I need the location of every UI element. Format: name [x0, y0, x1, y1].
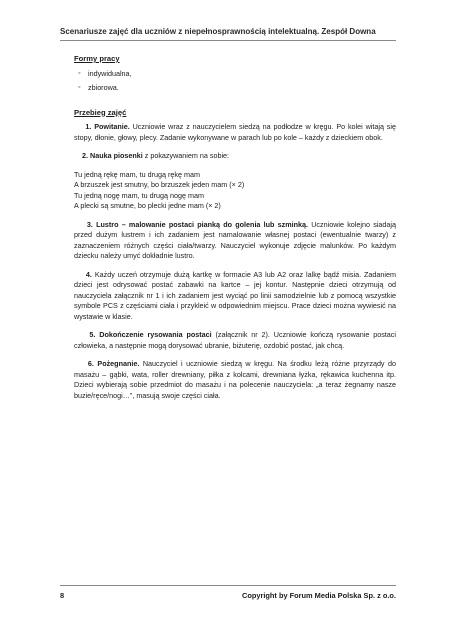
running-header: Scenariusze zajęć dla uczniów z niepełnosprawnością intelektualną. Zespół Downa [60, 27, 376, 36]
step-4 [74, 270, 396, 323]
song-lyrics [74, 170, 396, 212]
copyright-notice: Copyright by Forum Media Polska Sp. z o.o. [242, 591, 396, 600]
step-title: Pożegnanie. [97, 359, 140, 368]
header-divider [60, 40, 396, 41]
footer-divider [60, 585, 396, 586]
lyric-line: A brzuszek jest smutny, bo brzuszek jeden mam (× 2) [74, 180, 245, 189]
lyric-line: A plecki są smutne, bo plecki jedne mam (× 2) [74, 201, 221, 210]
step-text: z pokazywaniem na sobie: [142, 151, 230, 160]
step-text: Nauczyciel i uczniowie siedzą w kręgu. Na środku leżą różne przyrządy do masażu – gąbki, wata, roller drewniany, piłka z kolcami, drewniana łyżka, rękawica kuchenna itp. Dzieci wybierają sobie przedmiot do masażu i na polecenie nauczyciela: „a teraz żegnamy nasze buzie/ręce/nogi…”, masują swoje części ciała. [74, 359, 397, 400]
page-content [74, 54, 396, 409]
step-title: Nauka piosenki [90, 151, 143, 160]
lyric-line: Tu jedną rękę mam, tu drugą rękę mam [74, 169, 200, 179]
step-title: Lustro – malowanie postaci pianką do golenia lub szminką. [96, 219, 309, 229]
step-text: (załącznik nr 2). Uczniowie kończą rysowanie postaci człowieka, a następnie mogą dorysować ubranie, biżuterię, ozdobić postać, jak chcą. [74, 330, 396, 350]
step-1 [74, 122, 396, 143]
step-6 [74, 359, 396, 401]
step-2 [74, 151, 396, 162]
bullet-icon: ◦ [78, 84, 81, 91]
step-number: 6. [87, 359, 94, 368]
step-number: 3. [86, 219, 93, 229]
step-3 [74, 220, 396, 262]
step-text: Uczniowie kolejno siadają przed dużym lustrem i ich zadaniem jest namalowanie własnej postaci (ewentualnie twarzy) z zaznaczeniem różnych części ciała/twarzy. Nauczyciel wykonuje zdjęcie malunków. Po każdym dziecku należy umyć dokładnie lustro. [74, 219, 396, 260]
step-text: Uczniowie wraz z nauczycielem siedzą na podłodze w kręgu. Po kolei witają się stopy, dłonie, głowy, plecy. Zadanie wykonywane w parach lub po kole – każdy z dzieckiem obok. [74, 122, 396, 142]
page-number: 8 [60, 591, 65, 600]
step-number: 4. [85, 269, 92, 279]
lyric-line: Tu jedną nogę mam, tu drugą nogę mam [74, 190, 204, 200]
step-number: 1. [85, 122, 92, 131]
list-item: ◦ indywidualna, [78, 68, 132, 78]
step-text: Każdy uczeń otrzymuje dużą kartkę w formacie A3 lub A2 oraz lalkę bądź misia. Zadaniem dzieci jest odrysować postać zabawki na kartce – jej kontur. Następnie dzieci otrzymują od nauczyciela załącznik nr 1 i ich zadaniem jest wyciąć po linii samodzielnie lub z pomocą wszystkie symbole PCS z częściami ciała i przykleić w odpowiednim miejscu. Prace dzieci można wywiesić na wystawie w klasie. [74, 269, 396, 321]
step-title: Powitanie. [94, 122, 130, 131]
list-item: ◦ zbiorowa. [78, 83, 119, 92]
step-title: Dokończenie rysowania postaci [99, 330, 212, 339]
step-number: 2. [82, 151, 88, 160]
section-heading-course: Przebieg zajęć [74, 107, 127, 117]
forms-list [74, 69, 396, 94]
step-number: 5. [89, 330, 96, 339]
bullet-icon: ◦ [78, 69, 81, 77]
section-heading-forms: Formy pracy [74, 54, 120, 63]
step-5 [74, 330, 396, 351]
